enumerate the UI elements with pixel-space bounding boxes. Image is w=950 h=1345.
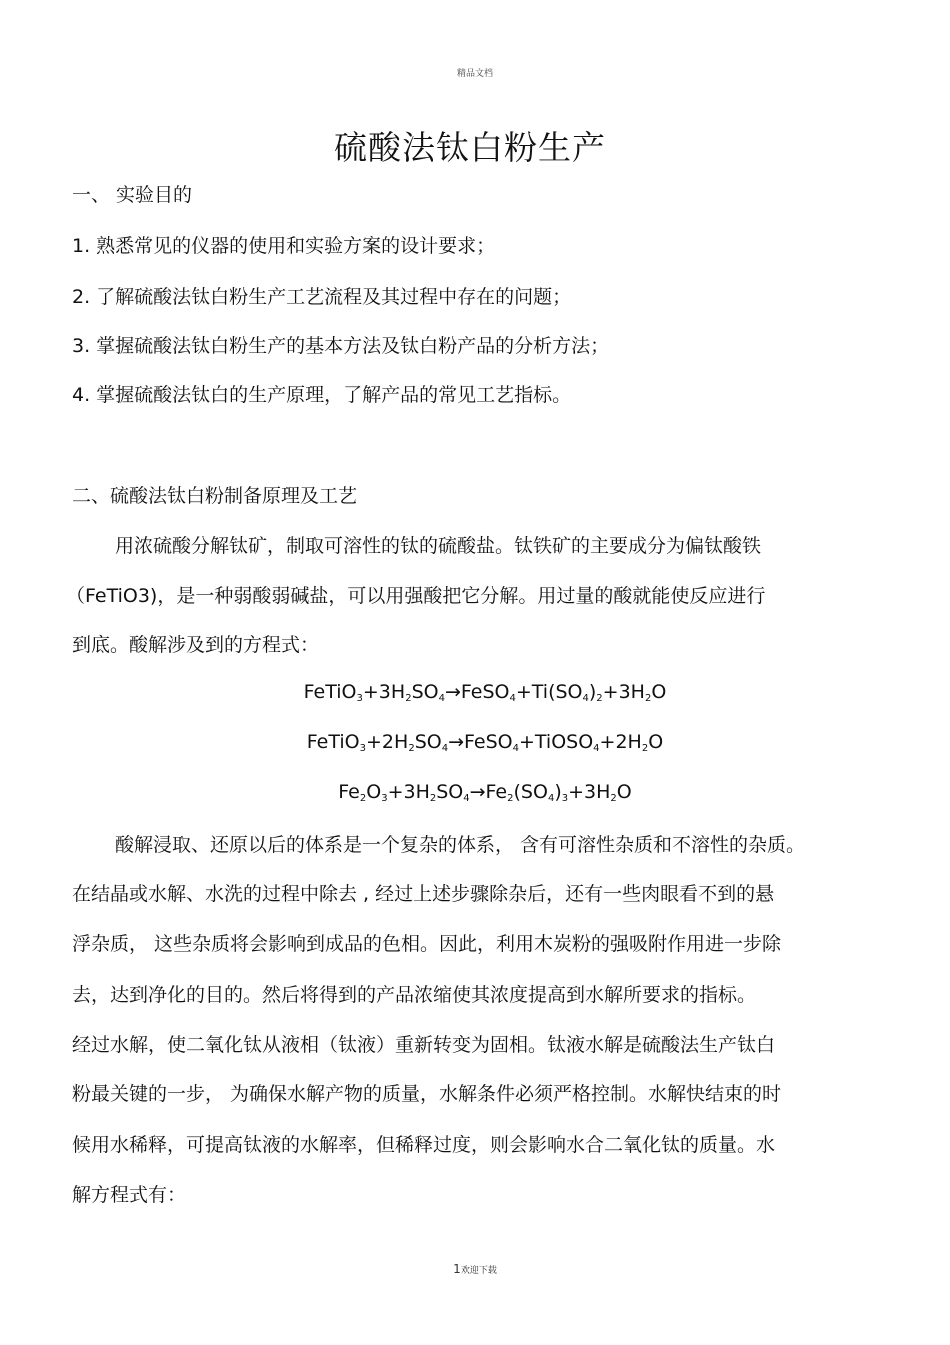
paragraph-2-line-4: 去，达到净化的目的。然后将得到的产品浓缩使其浓度提高到水解所要求的指标。 <box>72 984 757 1006</box>
paragraph-2-line-3: 浮杂质， 这些杂质将会影响到成品的色相。因此，利用木炭粉的强吸附作用进一步除 <box>72 933 782 955</box>
paragraph-2-line-1: 酸解浸取、还原以后的体系是一个复杂的体系， 含有可溶性杂质和不溶性的杂质。 <box>115 834 806 856</box>
footer-text: 欢迎下载 <box>460 1266 497 1276</box>
paragraph-1-line-1: 用浓硫酸分解钛矿，制取可溶性的钛的硫酸盐。钛铁矿的主要成分为偏钛酸铁 <box>115 535 762 557</box>
paragraph-3-line-1: 经过水解，使二氧化钛从液相（钛液）重新转变为固相。钛液水解是硫酸法生产钛白 <box>72 1034 776 1056</box>
equation-3: $Fe_2O_3+3H_2SO_4\to Fe_2(SO_4)_3+3H_2O$ <box>338 781 632 804</box>
equation-2: $FeTiO_3+2H_2SO_4\to FeSO_4+TiOSO_4+2H_2O$ <box>306 731 664 754</box>
page-footer <box>0 1262 950 1276</box>
section-2-heading: 二、硫酸法钛白粉制备原理及工艺 <box>72 485 358 507</box>
objective-item-1: 1. 熟悉常见的仪器的使用和实验方案的设计要求； <box>72 235 496 257</box>
page-number: 1 <box>453 1262 461 1276</box>
paragraph-3-line-2: 粉最关键的一步， 为确保水解产物的质量，水解条件必须严格控制。水解快结束的时 <box>72 1083 782 1105</box>
objective-item-2: 2. 了解硫酸法钛白粉生产工艺流程及其过程中存在的问题； <box>72 286 572 308</box>
paragraph-2-line-2: 在结晶或水解、水洗的过程中除去 , 经过上述步骤除杂后，还有一些肉眼看不到的悬 <box>72 883 775 905</box>
paragraph-3-line-3: 候用水稀释，可提高钛液的水解率，但稀释过度，则会影响水合二氧化钛的质量。水 <box>72 1134 776 1156</box>
page-header: 精品文档 <box>456 69 493 79</box>
document-title: 硫酸法钛白粉生产 <box>334 128 606 167</box>
paragraph-1-line-2: （FeTiO3)，是一种弱酸弱碱盐，可以用强酸把它分解。用过量的酸就能使反应进行 <box>66 585 766 607</box>
equation-1: $FeTiO_3+3H_2SO_4\to FeSO_4+Ti(SO_4)_2+3H_2O$ <box>303 681 667 704</box>
objective-item-3: 3. 掌握硫酸法钛白粉生产的基本方法及钛白粉产品的分析方法； <box>72 335 610 357</box>
objective-item-4: 4. 掌握硫酸法钛白的生产原理，了解产品的常见工艺指标。 <box>72 384 572 406</box>
paragraph-3-line-4: 解方程式有： <box>72 1184 187 1206</box>
section-1-heading: 一、 实验目的 <box>72 184 193 206</box>
paragraph-1-line-3: 到底。酸解涉及到的方程式： <box>72 634 320 656</box>
